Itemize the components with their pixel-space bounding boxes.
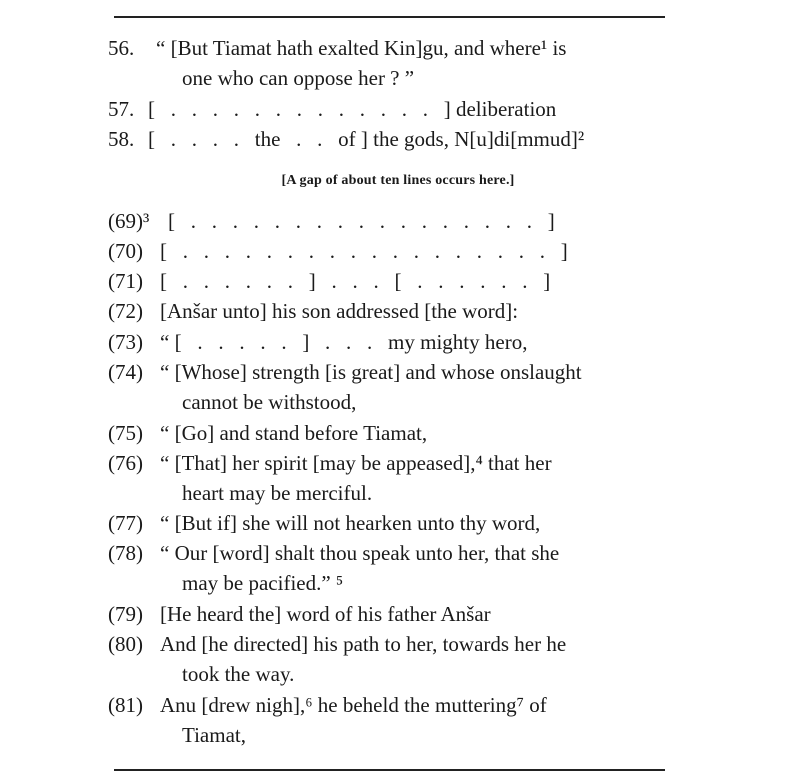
verse-text: [He heard the] word of his father Anšar — [160, 602, 491, 626]
verse-number: (75) — [108, 421, 143, 445]
verse-continuation: may be pacified.” ⁵ — [182, 571, 344, 595]
verse-text: “ [Whose] strength [is great] and whose onslaught — [160, 360, 582, 384]
verse-text: “ [That] her spirit [may be appeased],⁴ that her — [160, 451, 552, 475]
verse-number: 57. — [108, 97, 135, 121]
verse-number: (77) — [108, 511, 143, 535]
verse-continuation: one who can oppose her ? ” — [182, 66, 415, 90]
verse-continuation: took the way. — [182, 662, 295, 686]
verse-continuation: heart may be merciful. — [182, 481, 373, 505]
verse-number: (81) — [108, 693, 143, 717]
gap-note: [A gap of about ten lines occurs here.] — [281, 173, 515, 188]
verse-text: “ [Go] and stand before Tiamat, — [160, 421, 428, 445]
verse-text: [ . . . . . . . . . . . . . . . . . . ] — [160, 239, 568, 263]
verse-number: (74) — [108, 360, 143, 384]
verse-text: “ [But if] she will not hearken unto thy word, — [160, 511, 541, 535]
verse-text: [Anšar unto] his son addressed [the word]: — [160, 299, 519, 323]
verse-number: 56. — [108, 36, 135, 60]
verse-text: Anu [drew nigh],⁶ he beheld the muttering⁷ of — [160, 693, 547, 717]
top-rule — [114, 16, 665, 18]
verse-text: [ . . . . the . . of ] the gods, N[u]di[mmud]² — [148, 127, 585, 151]
verse-number: (70) — [108, 239, 143, 263]
verse-continuation: Tiamat, — [182, 723, 246, 747]
verse-number: (76) — [108, 451, 143, 475]
verse-text: [ . . . . . . . . . . . . . ] deliberation — [148, 97, 557, 121]
verse-number: 58. — [108, 127, 135, 151]
verse-text: “ Our [word] shalt thou speak unto her, that she — [160, 541, 560, 565]
verse-text: [ . . . . . . . . . . . . . . . . . ] — [168, 209, 555, 233]
verse-number: (80) — [108, 632, 143, 656]
verse-text: “ [ . . . . . ] . . . my mighty hero, — [160, 330, 528, 354]
verse-number: (73) — [108, 330, 143, 354]
verse-number: (79) — [108, 602, 143, 626]
verse-number: (78) — [108, 541, 143, 565]
bottom-rule — [114, 769, 665, 771]
verse-number: (72) — [108, 299, 143, 323]
verse-continuation: cannot be withstood, — [182, 390, 357, 414]
verse-text: And [he directed] his path to her, towards her he — [160, 632, 567, 656]
verse-text: “ [But Tiamat hath exalted Kin]gu, and where¹ is — [156, 36, 567, 60]
verse-number: (69)³ — [108, 209, 150, 233]
verse-number: (71) — [108, 269, 143, 293]
verse-text: [ . . . . . . ] . . . [ . . . . . . ] — [160, 269, 551, 293]
